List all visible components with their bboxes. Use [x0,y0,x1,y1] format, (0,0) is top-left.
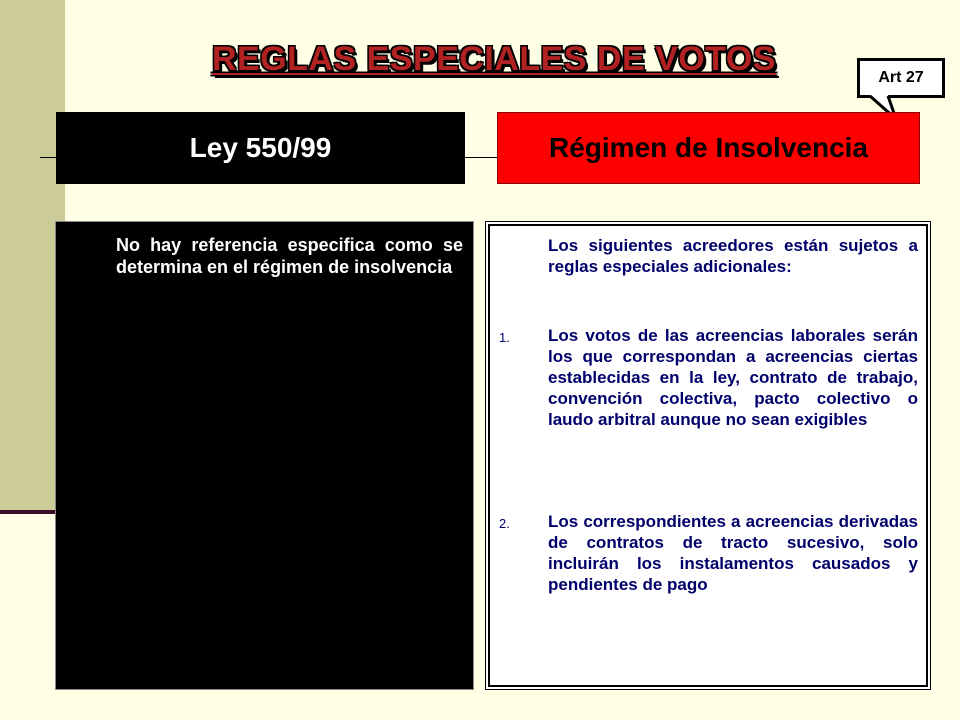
list-item [486,511,918,595]
insolvency-intro: Los siguientes acreedores están sujetos a reglas especiales adicionales: [548,236,918,276]
insolvency-panel [485,221,931,690]
list-item-number: 2. [499,516,510,531]
slide-title: REGLAS ESPECIALES DE VOTOS [211,40,777,78]
insolvency-header: Régimen de Insolvencia [497,112,920,184]
list-item-number: 1. [499,330,510,345]
law-header: Ley 550/99 [56,112,465,184]
connector-line-middle [465,157,497,158]
list-item [486,325,918,430]
law-panel-text: No hay referencia especifica como se determina en el régimen de insolvencia [116,235,463,277]
article-callout: Art 27 [857,58,945,98]
list-item-text: Los votos de las acreencias laborales serán los que correspondan a acreencias ciertas establecidas en la ley, contrato de trabajo, convención colectiva, pacto colectivo o laudo arbitral aunque no sean exigibles [548,326,918,429]
side-rule [0,510,58,514]
list-item-text: Los correspondientes a acreencias derivadas de contratos de tracto sucesivo, solo incluirán los instalamentos causados y pendientes de pago [548,512,918,594]
law-panel [55,221,474,690]
